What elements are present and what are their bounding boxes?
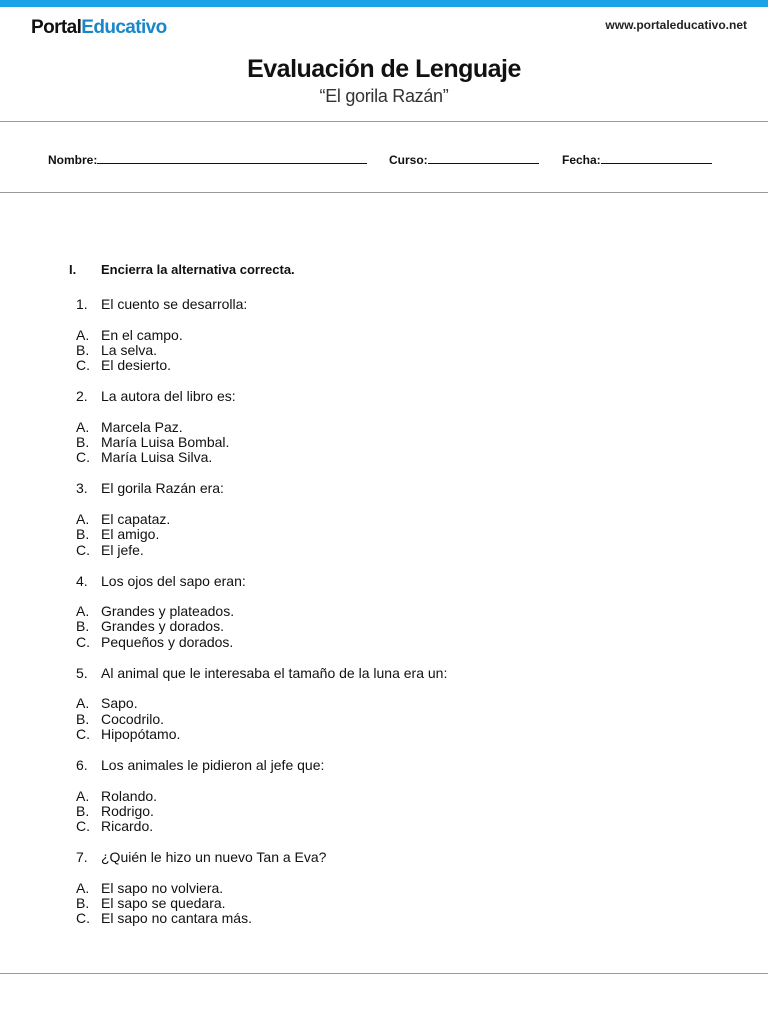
option-text: Rodrigo. <box>101 802 154 819</box>
option-letter: C. <box>76 726 90 743</box>
option-letter: C. <box>76 633 90 650</box>
option-text: María Luisa Bombal. <box>101 434 230 451</box>
option-letter: B. <box>76 802 90 819</box>
logo-text-educativo: Educativo <box>81 17 167 38</box>
option-text: Rolando. <box>101 787 158 804</box>
option-letter: C. <box>76 449 90 466</box>
question-number: 6. <box>76 757 88 773</box>
header-divider-bottom <box>0 192 768 193</box>
option-text: Ricardo. <box>101 818 154 835</box>
question-number: 3. <box>76 480 88 497</box>
option-text: Hipopótamo. <box>101 726 181 743</box>
option-text: El sapo no cantara más. <box>101 910 252 927</box>
logo-text-portal: Portal <box>31 17 82 38</box>
option-letter: A. <box>76 695 90 712</box>
option-letter: C. <box>76 541 90 558</box>
option-text: Sapo. <box>101 695 138 712</box>
option-letter: A. <box>76 418 90 435</box>
section-number: I. <box>69 262 77 277</box>
fecha-blank-line[interactable] <box>601 151 712 164</box>
option-letter: B. <box>76 895 90 912</box>
option-text: Grandes y dorados. <box>101 618 224 635</box>
option-text: El sapo se quedara. <box>101 895 226 912</box>
nombre-blank-line[interactable] <box>97 151 367 164</box>
top-accent-bar <box>0 0 768 7</box>
section-heading <box>69 262 295 277</box>
option-letter: A. <box>76 787 90 804</box>
section-title: Encierra la alternativa correcta. <box>101 262 295 277</box>
option-text: El jefe. <box>101 541 144 558</box>
option-letter: A. <box>76 603 90 620</box>
question-text: La autora del libro es: <box>101 388 236 405</box>
question-number: 5. <box>76 664 88 681</box>
option-text: El amigo. <box>101 526 160 543</box>
option-letter: C. <box>76 910 90 927</box>
question-text: ¿Quién le hizo un nuevo Tan a Eva? <box>101 849 327 866</box>
question-text: Al animal que le interesaba el tamaño de la luna era un: <box>101 664 448 681</box>
question-text: El gorila Razán era: <box>101 480 224 497</box>
question-text: Los ojos del sapo eran: <box>101 572 246 589</box>
option-text: El desierto. <box>101 357 172 374</box>
question-number: 4. <box>76 572 88 589</box>
option-letter: B. <box>76 618 90 635</box>
nombre-label: Nombre: <box>48 153 98 167</box>
curso-label: Curso: <box>389 153 428 167</box>
option-text: Marcela Paz. <box>101 418 183 435</box>
portal-educativo-logo[interactable] <box>31 17 167 39</box>
header-divider-top <box>0 121 768 122</box>
option-text: Pequeños y dorados. <box>101 633 234 650</box>
fecha-field[interactable] <box>562 151 712 167</box>
option-text: María Luisa Silva. <box>101 449 213 466</box>
footer-divider <box>0 973 768 974</box>
question-number: 7. <box>76 849 88 866</box>
question-number: 2. <box>76 388 88 405</box>
option-letter: B. <box>76 710 90 727</box>
site-url[interactable]: www.portaleducativo.net <box>605 18 747 32</box>
option-letter: C. <box>76 357 90 374</box>
page-subtitle: “El gorila Razán” <box>319 86 449 106</box>
option-text: Cocodrilo. <box>101 710 165 727</box>
option-letter: A. <box>76 326 90 343</box>
page-title: Evaluación de Lenguaje <box>247 55 521 83</box>
question-number: 1. <box>76 296 88 312</box>
question-text: Los animales le pidieron al jefe que: <box>101 757 325 773</box>
fecha-label: Fecha: <box>562 153 601 167</box>
option-letter: B. <box>76 341 90 358</box>
option-text: La selva. <box>101 341 158 358</box>
option-text: El capataz. <box>101 510 171 527</box>
option-letter: B. <box>76 434 90 451</box>
option-text: El sapo no volviera. <box>101 879 224 896</box>
option-text: Grandes y plateados. <box>101 603 235 620</box>
option-letter: B. <box>76 526 90 543</box>
option-letter: A. <box>76 510 90 527</box>
curso-blank-line[interactable] <box>428 151 539 164</box>
nombre-field[interactable] <box>48 151 367 167</box>
option-letter: A. <box>76 879 90 896</box>
curso-field[interactable] <box>389 151 539 167</box>
question-text: El cuento se desarrolla: <box>101 296 248 312</box>
option-text: En el campo. <box>101 326 183 343</box>
option-letter: C. <box>76 818 90 835</box>
